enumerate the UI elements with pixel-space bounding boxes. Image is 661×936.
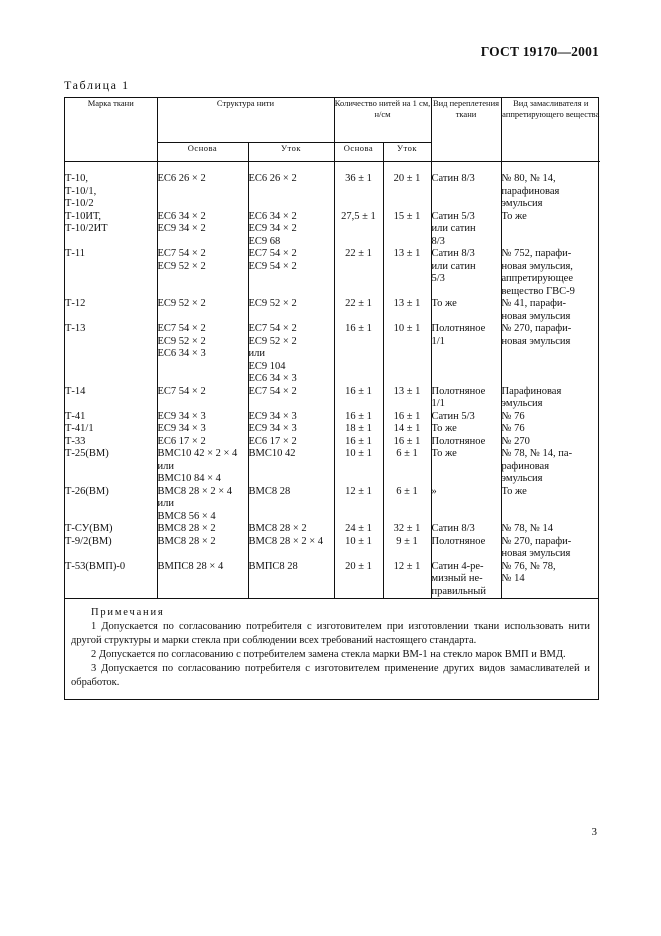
cell-line: Сатин 8/3 bbox=[431, 248, 475, 259]
cell-line: ЕС7 54 × 2 bbox=[157, 385, 206, 397]
cell-weave bbox=[431, 298, 501, 323]
cell-line: ЕС6 26 × 2 bbox=[248, 173, 297, 184]
table-title: Таблица 1 bbox=[64, 78, 130, 92]
cell-line: Т-13 bbox=[65, 323, 86, 334]
cell-line: Т-26(ВМ) bbox=[65, 485, 109, 497]
standard-header: ГОСТ 19170—2001 bbox=[480, 44, 599, 59]
cell-line: Т-10/2ИТ bbox=[65, 223, 108, 234]
cell-sizing bbox=[501, 323, 600, 386]
cell-line: ЕС9 52 × 2 bbox=[157, 335, 206, 347]
cell-line: № 270, парафи- bbox=[501, 323, 572, 334]
cell-cnt-weft: 6 ± 1 bbox=[383, 486, 431, 524]
cell-cnt-weft: 15 ± 1 bbox=[383, 211, 431, 249]
cell-weft bbox=[248, 248, 334, 298]
cell-cnt-weft: 13 ± 1 bbox=[383, 298, 431, 323]
cell-line: » bbox=[431, 485, 437, 497]
cell-warp bbox=[157, 248, 248, 298]
cell-brand bbox=[65, 162, 157, 211]
cell-sizing bbox=[501, 436, 600, 449]
cell-brand bbox=[65, 323, 157, 386]
cell-line: новая эмульсия bbox=[501, 310, 571, 322]
cell-cnt-warp: 16 ± 1 bbox=[334, 436, 383, 449]
specification-table bbox=[64, 97, 599, 700]
cell-weft bbox=[248, 162, 334, 211]
cell-line: То же bbox=[501, 485, 527, 497]
cell-line: ЕС7 54 × 2 bbox=[248, 385, 297, 397]
cell-cnt-weft: 6 ± 1 bbox=[383, 448, 431, 486]
cell-brand bbox=[65, 561, 157, 599]
cell-sizing bbox=[501, 386, 600, 411]
cell-line: новая эмульсия bbox=[501, 548, 571, 559]
cell-line: Т-14 bbox=[65, 385, 86, 397]
cell-line: ВМС8 28 × 2 × 4 bbox=[157, 485, 233, 497]
cell-line: эмульсия bbox=[501, 398, 543, 409]
cell-line: ЕС6 17 × 2 bbox=[248, 435, 297, 447]
cell-sizing bbox=[501, 211, 600, 249]
cell-brand bbox=[65, 436, 157, 449]
cell-sizing bbox=[501, 248, 600, 298]
table-row bbox=[65, 536, 600, 561]
header-count-warp: Основа bbox=[334, 143, 383, 162]
cell-line: ЕС9 34 × 2 bbox=[157, 223, 206, 234]
cell-weft bbox=[248, 486, 334, 524]
table-row bbox=[65, 298, 600, 323]
cell-line: ВМС10 84 × 4 bbox=[157, 473, 221, 484]
cell-line: ВМС10 42 bbox=[248, 448, 296, 459]
cell-weft bbox=[248, 536, 334, 561]
cell-weave bbox=[431, 411, 501, 424]
cell-line: 1/1 bbox=[431, 335, 445, 347]
cell-cnt-weft: 16 ± 1 bbox=[383, 411, 431, 424]
cell-line: или сатин bbox=[431, 260, 476, 272]
cell-line: ЕС7 54 × 2 bbox=[157, 323, 206, 334]
cell-line: № 41, парафи- bbox=[501, 298, 567, 309]
cell-weave bbox=[431, 248, 501, 298]
cell-weave bbox=[431, 423, 501, 436]
cell-line: ВМС8 28 × 2 bbox=[157, 523, 216, 534]
cell-brand bbox=[65, 536, 157, 561]
header-sizing: Вид замасливателя и аппретирующего вещества bbox=[501, 98, 600, 162]
cell-weave bbox=[431, 561, 501, 599]
cell-weave bbox=[431, 448, 501, 486]
cell-line: ЕС9 54 × 2 bbox=[248, 260, 297, 272]
cell-warp bbox=[157, 523, 248, 536]
cell-weave bbox=[431, 386, 501, 411]
cell-cnt-warp: 16 ± 1 bbox=[334, 323, 383, 386]
cell-line: Т-33 bbox=[65, 435, 86, 447]
table-row bbox=[65, 411, 600, 424]
cell-line: ЕС9 52 × 2 bbox=[157, 260, 206, 272]
cell-weft bbox=[248, 411, 334, 424]
cell-warp bbox=[157, 448, 248, 486]
cell-line: То же bbox=[431, 448, 457, 459]
cell-brand bbox=[65, 211, 157, 249]
cell-cnt-weft: 16 ± 1 bbox=[383, 436, 431, 449]
cell-cnt-warp: 27,5 ± 1 bbox=[334, 211, 383, 249]
cell-line: Т-СУ(ВМ) bbox=[65, 523, 113, 534]
cell-line: То же bbox=[431, 298, 457, 309]
cell-cnt-warp: 16 ± 1 bbox=[334, 386, 383, 411]
header-structure: Структура нити bbox=[157, 98, 334, 143]
cell-line: ВМС8 56 × 4 bbox=[157, 510, 216, 522]
cell-weft bbox=[248, 323, 334, 386]
cell-warp bbox=[157, 386, 248, 411]
header-count-weft: Уток bbox=[383, 143, 431, 162]
cell-warp bbox=[157, 411, 248, 424]
cell-weave bbox=[431, 486, 501, 524]
cell-line: ЕС9 52 × 2 bbox=[248, 298, 297, 309]
cell-warp bbox=[157, 536, 248, 561]
table-row bbox=[65, 448, 600, 486]
cell-cnt-weft: 14 ± 1 bbox=[383, 423, 431, 436]
cell-sizing bbox=[501, 561, 600, 599]
cell-line: № 76, № 78, bbox=[501, 560, 556, 572]
cell-line: парафиновая bbox=[501, 185, 560, 197]
cell-line: ЕС9 52 × 2 bbox=[248, 335, 297, 347]
cell-line: Сатин 8/3 bbox=[431, 523, 475, 534]
cell-line: Т-10/2 bbox=[65, 198, 94, 209]
cell-line: 8/3 bbox=[431, 235, 445, 247]
cell-weft bbox=[248, 298, 334, 323]
cell-brand bbox=[65, 386, 157, 411]
cell-line: ЕС9 34 × 3 bbox=[157, 423, 206, 434]
cell-warp bbox=[157, 486, 248, 524]
cell-line: 5/3 bbox=[431, 273, 445, 284]
cell-cnt-weft: 13 ± 1 bbox=[383, 248, 431, 298]
cell-sizing bbox=[501, 411, 600, 424]
cell-warp bbox=[157, 298, 248, 323]
cell-line: Т-41 bbox=[65, 410, 86, 422]
cell-sizing bbox=[501, 536, 600, 561]
cell-warp bbox=[157, 162, 248, 211]
cell-line: ЕС7 54 × 2 bbox=[157, 248, 206, 259]
cell-line: ЕС9 104 bbox=[248, 360, 286, 372]
cell-line: Полотняное bbox=[431, 323, 486, 334]
notes-title: Примечания bbox=[91, 607, 165, 618]
cell-line: Полотняное bbox=[431, 435, 486, 447]
cell-line: аппретирующее bbox=[501, 273, 574, 284]
cell-weft bbox=[248, 423, 334, 436]
cell-line: ЕС9 34 × 3 bbox=[248, 410, 297, 422]
notes-section bbox=[65, 598, 598, 699]
cell-line: ЕС6 34 × 2 bbox=[157, 210, 206, 222]
cell-line: № 14 bbox=[501, 573, 525, 584]
cell-line: ЕС9 34 × 2 bbox=[248, 223, 297, 234]
cell-line: № 80, № 14, bbox=[501, 173, 556, 184]
cell-weft bbox=[248, 561, 334, 599]
cell-cnt-warp: 18 ± 1 bbox=[334, 423, 383, 436]
cell-line: рафиновая bbox=[501, 460, 550, 472]
cell-line: Т-10, bbox=[65, 173, 89, 184]
cell-cnt-warp: 10 ± 1 bbox=[334, 448, 383, 486]
cell-weave bbox=[431, 523, 501, 536]
cell-line: ВМС8 28 × 2 bbox=[248, 523, 307, 534]
cell-line: эмульсия bbox=[501, 198, 543, 209]
cell-line: Т-10ИТ, bbox=[65, 210, 101, 222]
cell-line: Т-12 bbox=[65, 298, 86, 309]
cell-cnt-weft: 12 ± 1 bbox=[383, 561, 431, 599]
cell-line: № 78, № 14 bbox=[501, 523, 554, 534]
cell-line: То же bbox=[431, 423, 457, 434]
cell-line: новая эмульсия bbox=[501, 335, 571, 347]
cell-line: ЕС6 34 × 2 bbox=[248, 210, 297, 222]
cell-line: вещество ГВС-9 bbox=[501, 285, 575, 297]
cell-line: Сатин 5/3 bbox=[431, 210, 475, 222]
cell-line: № 270, парафи- bbox=[501, 535, 572, 547]
cell-brand bbox=[65, 411, 157, 424]
cell-weft bbox=[248, 448, 334, 486]
cell-line: № 270 bbox=[501, 435, 530, 447]
table-row bbox=[65, 423, 600, 436]
cell-line: Сатин 4-ре- bbox=[431, 560, 484, 572]
cell-warp bbox=[157, 423, 248, 436]
note-item: 1 Допускается по согласованию потребителя с изготовителем при изготовлении ткани использовать нити другой структуры и марки стекла при соблюдении всех требований настоящего стандарта. bbox=[71, 621, 590, 646]
header-weave: Вид переплетения ткани bbox=[431, 98, 501, 162]
cell-line: или bbox=[248, 348, 265, 359]
cell-line: Полотняное bbox=[431, 385, 486, 397]
cell-line: № 76 bbox=[501, 423, 525, 434]
cell-line: ВМПС8 28 × 4 bbox=[157, 560, 224, 572]
cell-line: ЕС7 54 × 2 bbox=[248, 323, 297, 334]
page-number: 3 bbox=[591, 826, 597, 838]
cell-line: Т-10/1, bbox=[65, 185, 97, 197]
cell-line: ЕС6 17 × 2 bbox=[157, 435, 206, 447]
header-brand: Марка ткани bbox=[65, 98, 157, 162]
cell-line: ВМС8 28 bbox=[248, 485, 291, 497]
cell-cnt-weft: 20 ± 1 bbox=[383, 162, 431, 211]
cell-line: № 752, парафи- bbox=[501, 248, 572, 259]
cell-brand bbox=[65, 486, 157, 524]
cell-line: Т-53(ВМП)-0 bbox=[65, 560, 126, 572]
cell-weave bbox=[431, 536, 501, 561]
cell-line: ЕС9 34 × 3 bbox=[157, 410, 206, 422]
cell-line: ЕС9 68 bbox=[248, 235, 281, 247]
cell-line: ВМС8 28 × 2 × 4 bbox=[248, 535, 324, 547]
cell-line: Т-11 bbox=[65, 248, 86, 259]
header-count: Количество нитей на 1 см, н/см bbox=[334, 98, 431, 143]
cell-sizing bbox=[501, 162, 600, 211]
cell-line: ЕС6 34 × 3 bbox=[157, 348, 206, 359]
table-row bbox=[65, 486, 600, 524]
cell-warp bbox=[157, 561, 248, 599]
cell-line: ЕС9 52 × 2 bbox=[157, 298, 206, 309]
cell-weave bbox=[431, 323, 501, 386]
cell-weft bbox=[248, 211, 334, 249]
cell-line: правильный bbox=[431, 585, 486, 597]
table-row bbox=[65, 162, 600, 211]
cell-sizing bbox=[501, 486, 600, 524]
cell-line: ВМПС8 28 bbox=[248, 560, 298, 572]
cell-line: ЕС9 34 × 3 bbox=[248, 423, 297, 434]
table-row bbox=[65, 436, 600, 449]
cell-cnt-warp: 22 ± 1 bbox=[334, 298, 383, 323]
table-body bbox=[65, 162, 600, 599]
cell-brand bbox=[65, 523, 157, 536]
cell-weft bbox=[248, 523, 334, 536]
cell-sizing bbox=[501, 423, 600, 436]
cell-line: ЕС6 26 × 2 bbox=[157, 173, 206, 184]
cell-line: эмульсия bbox=[501, 473, 543, 484]
cell-line: То же bbox=[501, 210, 527, 222]
cell-line: Т-25(ВМ) bbox=[65, 448, 109, 459]
cell-line: или bbox=[157, 460, 174, 472]
cell-line: 1/1 bbox=[431, 398, 445, 409]
cell-line: или bbox=[157, 498, 174, 509]
cell-line: или сатин bbox=[431, 223, 476, 234]
cell-line: мизный не- bbox=[431, 573, 483, 584]
note-item: 2 Допускается по согласованию с потребителем замена стекла марки ВМ-1 на стекло марок ВМП и ВМД. bbox=[91, 649, 566, 660]
cell-cnt-warp: 24 ± 1 bbox=[334, 523, 383, 536]
table-row bbox=[65, 323, 600, 386]
table-row bbox=[65, 386, 600, 411]
cell-line: Т-9/2(ВМ) bbox=[65, 535, 112, 547]
cell-weave bbox=[431, 211, 501, 249]
cell-weave bbox=[431, 436, 501, 449]
cell-cnt-weft: 10 ± 1 bbox=[383, 323, 431, 386]
cell-brand bbox=[65, 448, 157, 486]
cell-cnt-warp: 12 ± 1 bbox=[334, 486, 383, 524]
cell-brand bbox=[65, 423, 157, 436]
cell-cnt-warp: 36 ± 1 bbox=[334, 162, 383, 211]
cell-line: новая эмульсия, bbox=[501, 260, 573, 272]
cell-line: Т-41/1 bbox=[65, 423, 94, 434]
cell-line: ВМС10 42 × 2 × 4 bbox=[157, 448, 238, 459]
cell-cnt-warp: 22 ± 1 bbox=[334, 248, 383, 298]
table-row bbox=[65, 211, 600, 249]
cell-weave bbox=[431, 162, 501, 211]
cell-sizing bbox=[501, 448, 600, 486]
table-row bbox=[65, 248, 600, 298]
cell-brand bbox=[65, 298, 157, 323]
cell-line: № 78, № 14, па- bbox=[501, 448, 573, 459]
cell-sizing bbox=[501, 523, 600, 536]
cell-line: Полотняное bbox=[431, 535, 486, 547]
note-item: 3 Допускается по согласованию потребителя с изготовителем применение других видов замасливателей и обработок. bbox=[71, 663, 590, 688]
cell-weft bbox=[248, 436, 334, 449]
cell-cnt-weft: 13 ± 1 bbox=[383, 386, 431, 411]
cell-line: Сатин 5/3 bbox=[431, 410, 475, 422]
cell-weft bbox=[248, 386, 334, 411]
cell-warp bbox=[157, 436, 248, 449]
cell-line: ВМС8 28 × 2 bbox=[157, 535, 216, 547]
cell-cnt-warp: 16 ± 1 bbox=[334, 411, 383, 424]
cell-line: № 76 bbox=[501, 410, 525, 422]
cell-cnt-warp: 10 ± 1 bbox=[334, 536, 383, 561]
cell-line: ЕС6 34 × 3 bbox=[248, 373, 297, 384]
cell-brand bbox=[65, 248, 157, 298]
cell-cnt-weft: 32 ± 1 bbox=[383, 523, 431, 536]
header-warp: Основа bbox=[157, 143, 248, 162]
cell-cnt-weft: 9 ± 1 bbox=[383, 536, 431, 561]
table-row bbox=[65, 561, 600, 599]
cell-warp bbox=[157, 323, 248, 386]
cell-warp bbox=[157, 211, 248, 249]
cell-line: ЕС7 54 × 2 bbox=[248, 248, 297, 259]
cell-cnt-warp: 20 ± 1 bbox=[334, 561, 383, 599]
cell-line: Сатин 8/3 bbox=[431, 173, 475, 184]
header-weft: Уток bbox=[248, 143, 334, 162]
cell-line: Парафиновая bbox=[501, 385, 562, 397]
cell-sizing bbox=[501, 298, 600, 323]
table-row bbox=[65, 523, 600, 536]
